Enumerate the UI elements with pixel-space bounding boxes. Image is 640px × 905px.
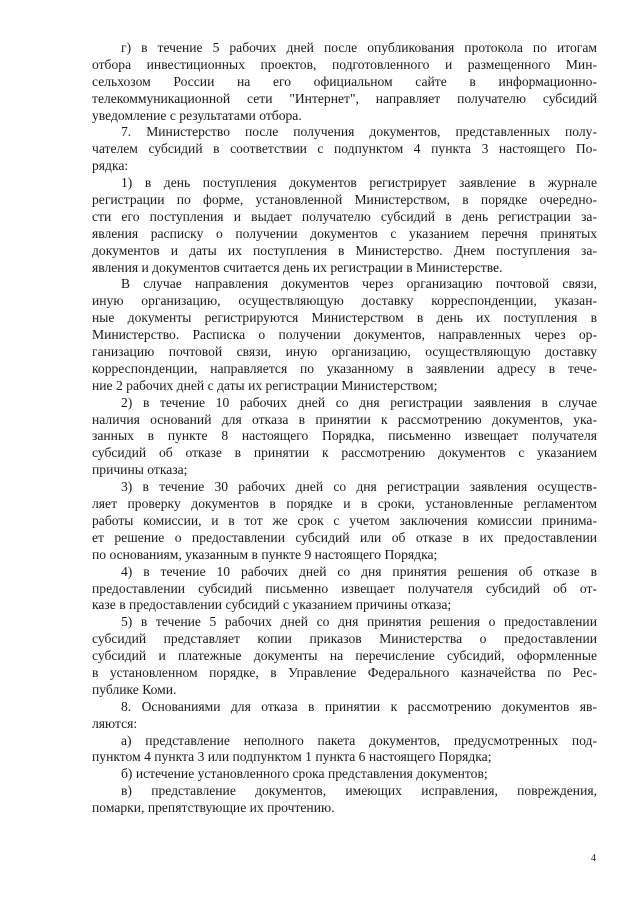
text-line: пунктом 4 пункта 3 или подпунктом 1 пункта 6 настоящего Порядка; xyxy=(92,749,492,765)
text-line: 3) в течение 30 рабочих дней со дня регистрации заявления осуществ- xyxy=(121,479,597,495)
page-number: 4 xyxy=(591,853,596,864)
text-line: сельхозом России на его официальном сайте в информационно- xyxy=(92,73,597,89)
text-line: работы комиссии, и в тот же срок с учетом заключения комиссии принима- xyxy=(92,512,597,528)
body-text xyxy=(92,40,597,817)
text-line: корреспонденции, направляется по указанному в заявлении адресу в тече- xyxy=(92,360,597,376)
text-line: Министерство. Расписка о получении документов, направленных через ор- xyxy=(92,327,597,343)
text-line: В случае направления документов через организацию почтовой связи, xyxy=(121,276,597,292)
text-line: ные документы регистрируются Министерством в день их поступления в xyxy=(92,310,597,326)
text-line: документов и даты их поступления в Министерство. Днем поступления за- xyxy=(92,242,597,258)
text-line: б) истечение установленного срока представления документов; xyxy=(121,766,488,782)
text-line: по основаниям, указанным в пункте 9 настоящего Порядка; xyxy=(92,546,438,562)
text-line: г) в течение 5 рабочих дней после опубликования протокола по итогам xyxy=(121,40,597,55)
text-line: явления расписку о получении документов с указанием перечня принятых xyxy=(92,225,597,241)
text-line: иную организацию, осуществляющую доставку корреспонденции, указан- xyxy=(92,293,597,309)
text-line: в) представление документов, имеющих исправления, повреждения, xyxy=(121,783,597,799)
text-line: ляет проверку документов в порядке и в сроки, установленные регламентом xyxy=(92,496,597,512)
text-line: ляются: xyxy=(92,715,138,731)
text-line: 5) в течение 5 рабочих дней со дня принятия решения о предоставлении xyxy=(121,614,597,630)
text-line: 2) в течение 10 рабочих дней со дня регистрации заявления в случае xyxy=(121,394,597,410)
text-line: чателем субсидий в соответствии с подпунктом 4 пункта 3 настоящего По- xyxy=(92,141,597,157)
text-line: 4) в течение 10 рабочих дней со дня принятия решения об отказе в xyxy=(121,563,597,579)
text-line: субсидий об отказе в принятии к рассмотрению документов с указанием xyxy=(92,445,597,461)
text-line: субсидий представляет копии приказов Министерства о предоставлении xyxy=(92,631,597,647)
text-line: субсидий и платежные документы на перечисление субсидий, оформленные xyxy=(92,648,597,664)
text-line: рядка: xyxy=(92,158,129,174)
text-line: ганизацию почтовой связи, иную организацию, осуществляющую доставку xyxy=(92,344,597,360)
text-line: регистрации по форме, установленной Министерством, в порядке очередно- xyxy=(92,192,597,208)
text-line: сти его поступления и выдает получателю субсидий в день регистрации за- xyxy=(92,208,597,224)
text-line: публике Коми. xyxy=(92,681,177,697)
text-line: ет решение о предоставлении субсидий или об отказе в их предоставлении xyxy=(92,529,597,545)
text-line: предоставлении субсидий письменно извещает получателя субсидий об от- xyxy=(92,580,597,596)
text-line: 7. Министерство после получения документов, представленных полу- xyxy=(121,124,597,140)
text-line: ние 2 рабочих дней с даты их регистрации Министерством; xyxy=(92,377,438,393)
text-line: отбора инвестиционных проектов, подготовленного и размещенного Мин- xyxy=(92,56,597,72)
text-line: казе в предоставлении субсидий с указанием причины отказа; xyxy=(92,597,452,613)
text-line: 1) в день поступления документов регистрирует заявление в журнале xyxy=(121,175,597,191)
text-line: в установленном порядке, в Управление Федерального казначейства по Рес- xyxy=(92,664,597,680)
text-line: 8. Основаниями для отказа в принятии к рассмотрению документов яв- xyxy=(121,698,597,714)
text-line: причины отказа; xyxy=(92,462,188,478)
text-line: телекоммуникационной сети "Интернет", направляет получателю субсидий xyxy=(92,90,597,106)
text-line: явления и документов считается день их регистрации в Министерстве. xyxy=(92,259,503,275)
text-line: помарки, препятствующие их прочтению. xyxy=(92,800,335,816)
text-line: занных в пункте 8 настоящего Порядка, письменно извещает получателя xyxy=(92,428,597,444)
text-line: наличия оснований для отказа в принятии к рассмотрению документов, ука- xyxy=(92,411,597,427)
text-line: а) представление неполного пакета документов, предусмотренных под- xyxy=(121,732,597,748)
text-line: уведомление с результатами отбора. xyxy=(92,107,302,123)
